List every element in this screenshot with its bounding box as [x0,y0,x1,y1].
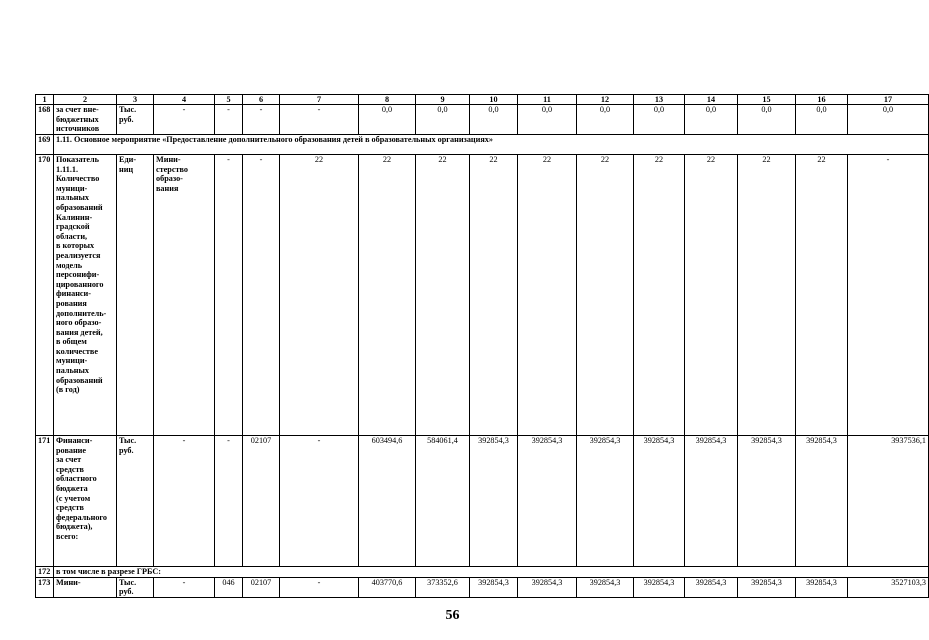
table-row [36,135,929,155]
value-cell: 0,0 [634,105,685,135]
value-cell: 392854,3 [470,577,518,597]
value-cell: 392854,3 [738,577,796,597]
value-cell: 0,0 [796,105,848,135]
column-number: 13 [634,95,685,105]
value-cell: - [848,155,929,436]
table-cell: - [154,436,215,567]
value-cell: 0,0 [848,105,929,135]
table-cell: 02107 [243,436,280,567]
column-number: 2 [54,95,117,105]
column-number: 12 [577,95,634,105]
row-number: 173 [36,577,54,597]
row-label: за счет вне- бюджетных источников [54,105,117,135]
value-cell: 392854,3 [518,577,577,597]
value-cell: 0,0 [577,105,634,135]
column-number: 1 [36,95,54,105]
table-row [36,567,929,578]
value-cell: 0,0 [470,105,518,135]
value-cell: 392854,3 [634,577,685,597]
column-number: 11 [518,95,577,105]
value-cell: 22 [685,155,738,436]
table-cell: - [215,105,243,135]
value-cell: 22 [359,155,416,436]
value-cell: 392854,3 [518,436,577,567]
column-number: 9 [416,95,470,105]
table-cell: 02107 [243,577,280,597]
value-cell: 392854,3 [634,436,685,567]
column-number: 16 [796,95,848,105]
table-row [36,105,929,135]
table-cell: - [215,155,243,436]
table-row [36,577,929,597]
table-cell: - [154,577,215,597]
column-number: 17 [848,95,929,105]
column-number: 5 [215,95,243,105]
value-cell: 392854,3 [796,577,848,597]
value-cell: 392854,3 [470,436,518,567]
table-row [36,436,929,567]
value-cell: 0,0 [518,105,577,135]
unit-cell: Тыс. руб. [117,436,154,567]
table-cell: - [154,105,215,135]
column-number: 14 [685,95,738,105]
table-cell: - [280,436,359,567]
value-cell: 392854,3 [685,577,738,597]
value-cell: 392854,3 [796,436,848,567]
value-cell: 22 [470,155,518,436]
value-cell: 3527103,3 [848,577,929,597]
column-number: 10 [470,95,518,105]
unit-cell: Тыс. руб. [117,105,154,135]
budget-table [35,94,929,598]
section-heading: в том числе в разрезе ГРБС: [54,567,929,578]
responsible-cell: Мини- стерство образо- вания [154,155,215,436]
value-cell: 392854,3 [685,436,738,567]
value-cell: 22 [518,155,577,436]
column-number: 3 [117,95,154,105]
value-cell: 22 [738,155,796,436]
table-cell: 22 [280,155,359,436]
row-number: 168 [36,105,54,135]
value-cell: 0,0 [685,105,738,135]
row-label: Финанси- рование за счет средств областного бюджета (с учетом средств федерального бюджета), всего: [54,436,117,567]
value-cell: 603494,6 [359,436,416,567]
column-number: 7 [280,95,359,105]
value-cell: 22 [634,155,685,436]
table-cell: - [215,436,243,567]
table-cell: - [280,105,359,135]
value-cell: 0,0 [359,105,416,135]
value-cell: 392854,3 [577,436,634,567]
row-number: 170 [36,155,54,436]
column-number: 6 [243,95,280,105]
value-cell: 22 [416,155,470,436]
value-cell: 392854,3 [738,436,796,567]
table-cell: - [280,577,359,597]
value-cell: 3937536,1 [848,436,929,567]
table-cell: - [243,105,280,135]
column-number: 15 [738,95,796,105]
row-label: Мини- [54,577,117,597]
value-cell: 0,0 [416,105,470,135]
row-number: 169 [36,135,54,155]
unit-cell: Тыс. руб. [117,577,154,597]
value-cell: 392854,3 [577,577,634,597]
table-row [36,155,929,436]
row-number: 172 [36,567,54,578]
value-cell: 22 [577,155,634,436]
header-row [36,95,929,105]
row-number: 171 [36,436,54,567]
table-cell: - [243,155,280,436]
value-cell: 0,0 [738,105,796,135]
value-cell: 584061,4 [416,436,470,567]
unit-cell: Еди- ниц [117,155,154,436]
column-number: 4 [154,95,215,105]
column-number: 8 [359,95,416,105]
value-cell: 22 [796,155,848,436]
page-number: 56 [445,608,460,623]
value-cell: 373352,6 [416,577,470,597]
table-cell: 046 [215,577,243,597]
row-label: Показатель 1.11.1. Количество муници- пальных образований Калинин- градской области, в которых реализуется модель персонифи- цированного финанси- рования дополнитель- ного образо- вания детей, в общем количестве муници- пальных образований (в год) [54,155,117,436]
section-heading: 1.11. Основное мероприятие «Предоставление дополнительного образования детей в образовательных организациях» [54,135,929,155]
value-cell: 403770,6 [359,577,416,597]
